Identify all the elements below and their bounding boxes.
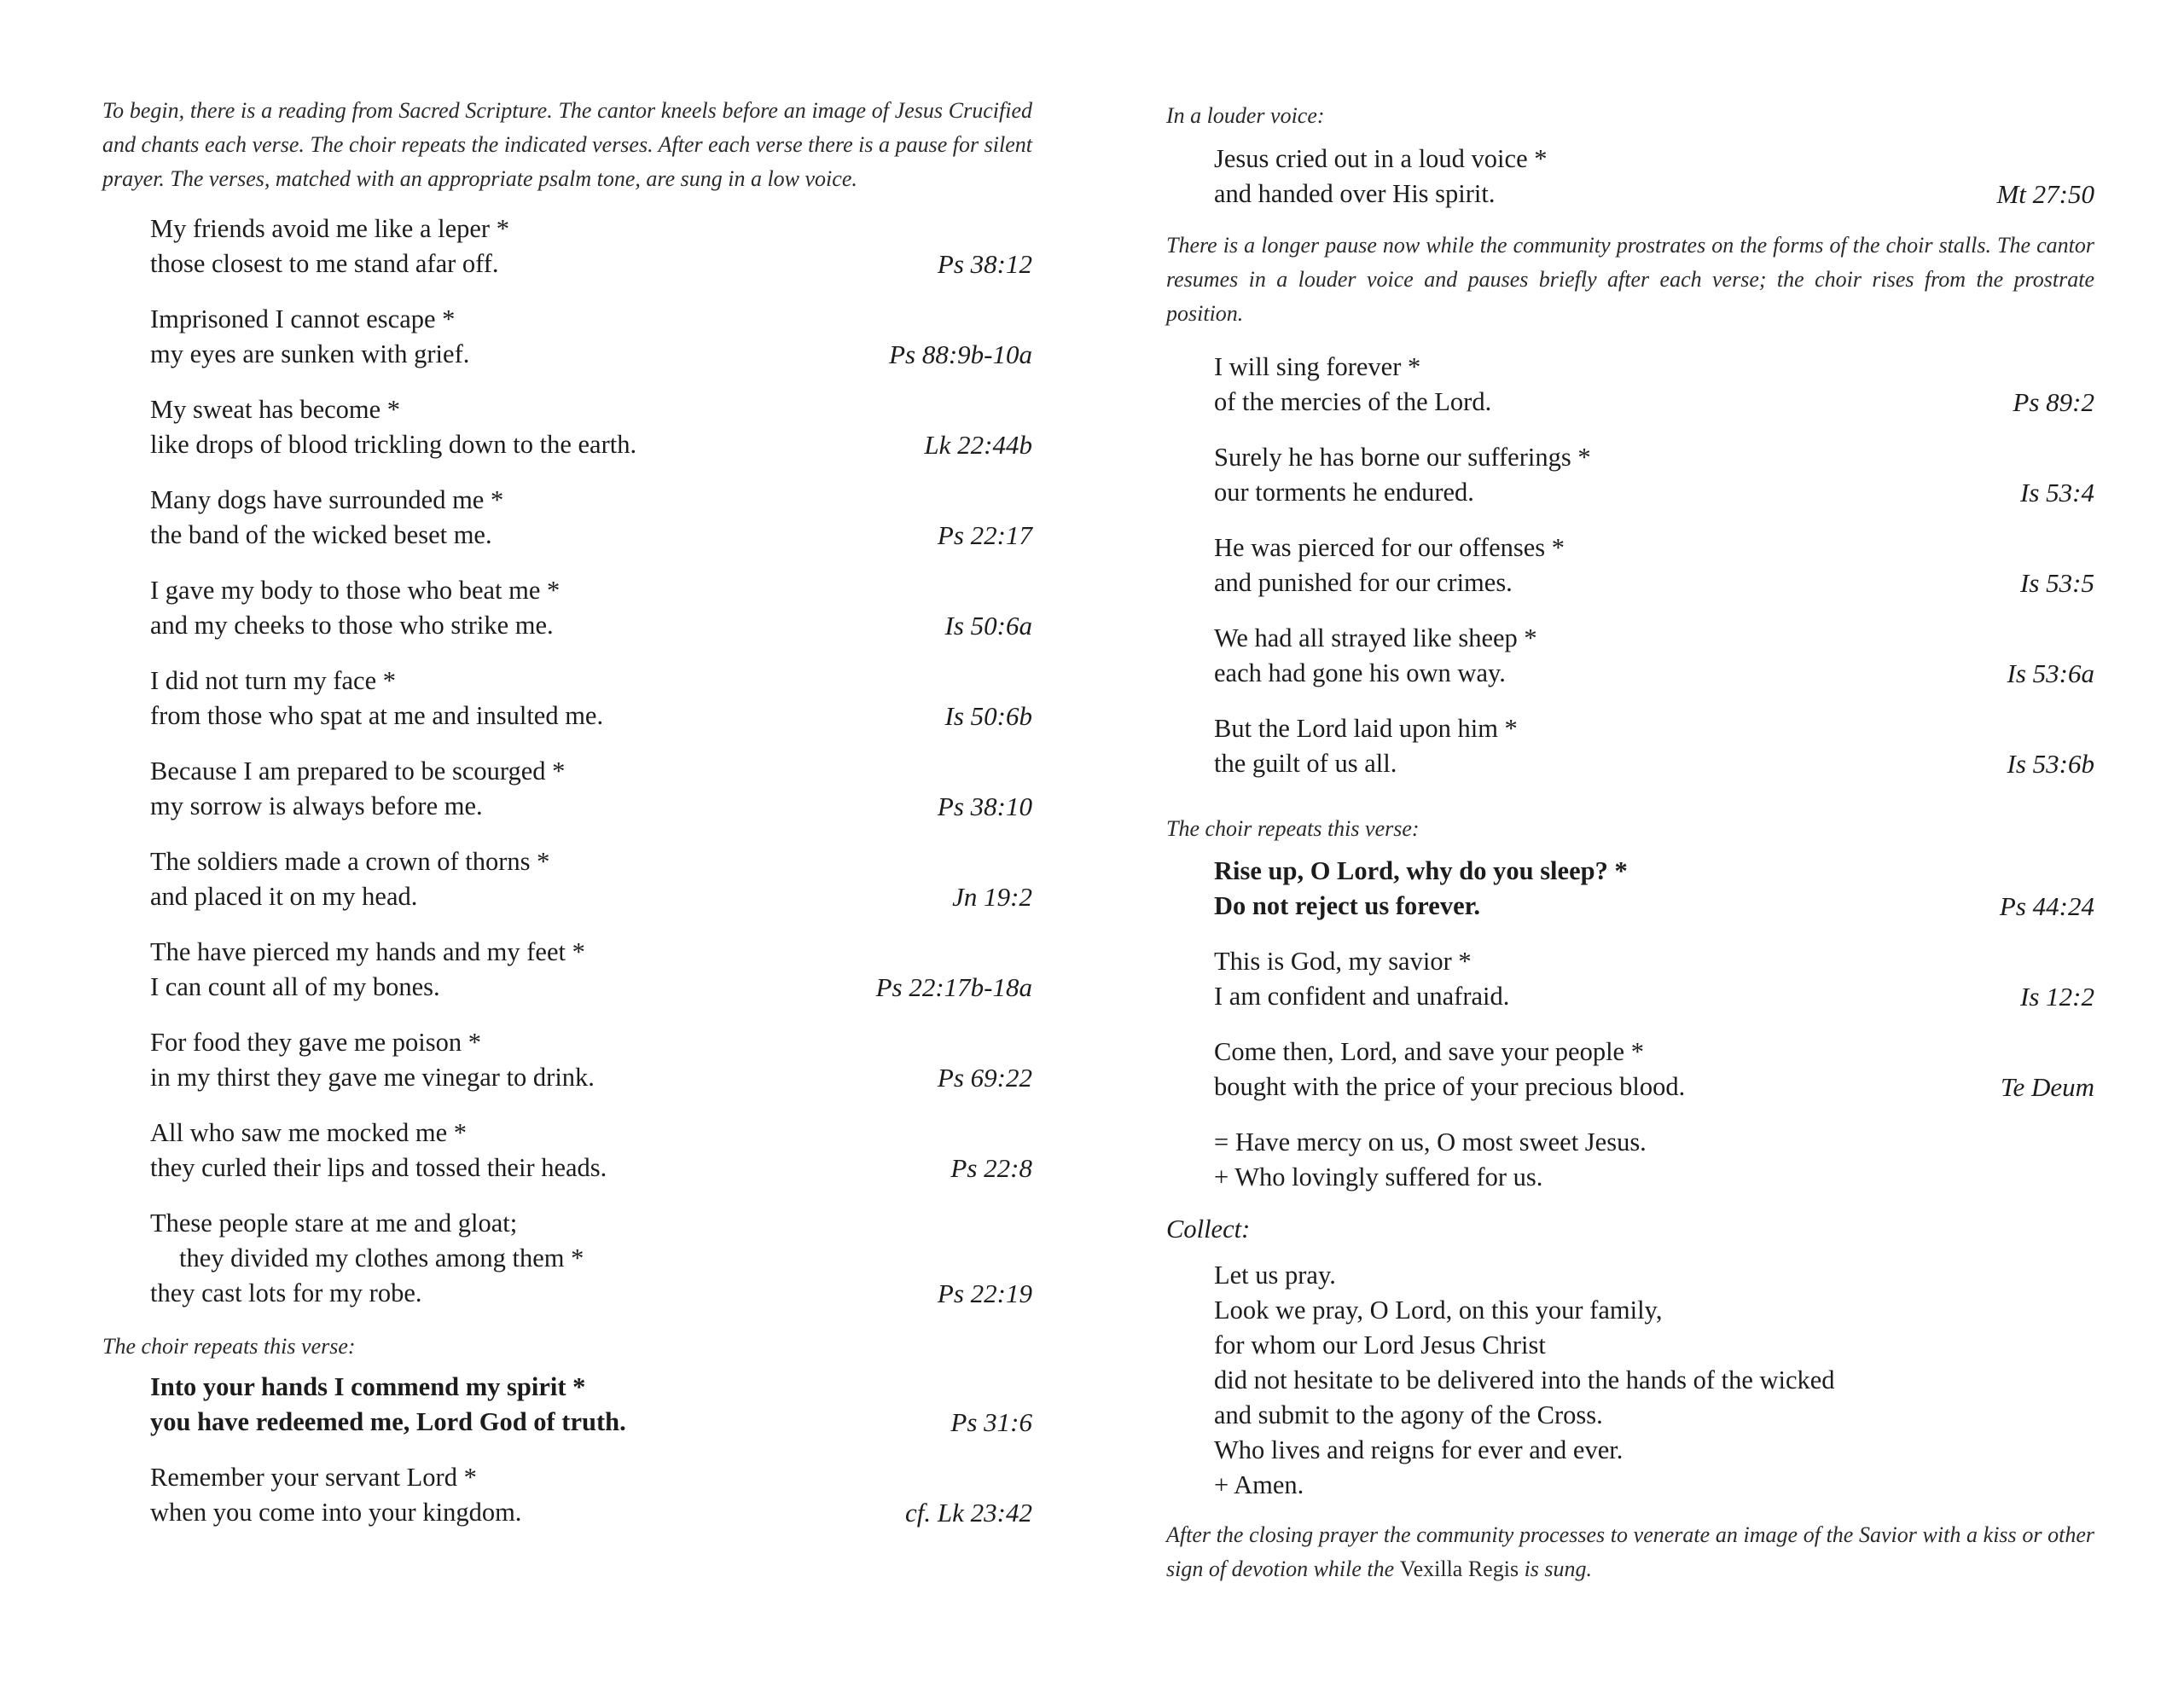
verse-line: I will sing forever * (1214, 352, 1421, 381)
verse-line: each had gone his own way. (1214, 658, 1506, 687)
verse-line: bought with the price of your precious blood. (1214, 1072, 1686, 1101)
verse (1214, 711, 2094, 781)
verse (1214, 1035, 2094, 1104)
closing-rubric-end: is sung. (1519, 1557, 1593, 1581)
verse-line: from those who spat at me and insulted me. (150, 701, 604, 730)
verse-line: when you come into your kingdom. (150, 1498, 522, 1527)
verse-line: I can count all of my bones. (150, 972, 440, 1001)
verse (150, 302, 1032, 372)
pause-rubric: There is a longer pause now while the community prostrates on the forms of the choir stalls. The cantor resumes in a louder voice and pauses briefly after each verse; the choir rises from the prostrate position. (1166, 233, 2094, 326)
citation: cf. Lk 23:42 (905, 1498, 1032, 1528)
verse-line: my sorrow is always before me. (150, 791, 483, 820)
verse (150, 664, 1032, 733)
verse-line: my eyes are sunken with grief. (150, 339, 470, 368)
verse-line: like drops of blood trickling down to the earth. (150, 430, 637, 459)
verse-line: But the Lord laid upon him * (1214, 714, 1518, 743)
verse (150, 483, 1032, 553)
verse (150, 1460, 1032, 1530)
citation: Jn 19:2 (952, 882, 1032, 912)
prayer-line: and submit to the agony of the Cross. (1214, 1400, 1603, 1429)
verse-line: The soldiers made a crown of thorns * (150, 847, 550, 876)
verse-line: These people stare at me and gloat; (150, 1209, 518, 1238)
verse (150, 844, 1032, 914)
choir-rubric: The choir repeats this verse: (1166, 816, 1420, 841)
citation: Is 50:6a (944, 611, 1032, 641)
verse-line: For food they gave me poison * (150, 1028, 481, 1057)
verse-line: and punished for our crimes. (1214, 568, 1513, 597)
verse-line: The have pierced my hands and my feet * (150, 937, 585, 966)
verse-line: Come then, Lord, and save your people * (1214, 1037, 1644, 1066)
louder-rubric: In a louder voice: (1166, 103, 1325, 128)
closing-rubric-text: After the closing prayer the community processes to venerate an image of the Savior with a kiss or other sign of devotion while the (1166, 1522, 2094, 1581)
citation: Ps 44:24 (1999, 891, 2094, 921)
prayer-line: Who lives and reigns for ever and ever. (1214, 1435, 1623, 1464)
verse-line: they curled their lips and tossed their heads. (150, 1153, 607, 1182)
citation: Ps 22:17b-18a (875, 972, 1032, 1002)
verse-three-line (150, 1206, 1032, 1311)
citation: Is 53:5 (2020, 568, 2094, 598)
verse (150, 1025, 1032, 1095)
verse-line: Many dogs have surrounded me * (150, 485, 504, 514)
citation: Mt 27:50 (1996, 179, 2094, 209)
verse-line: I gave my body to those who beat me * (150, 576, 561, 605)
verse-line: they cast lots for my robe. (150, 1278, 422, 1307)
verse (1214, 142, 2094, 212)
citation: Is 53:4 (2020, 478, 2094, 507)
citation: Is 12:2 (2020, 982, 2094, 1012)
citation: Ps 31:6 (950, 1407, 1032, 1437)
verse (150, 212, 1032, 281)
prayer-line: + Amen. (1214, 1470, 1304, 1499)
verse (1214, 944, 2094, 1014)
verse (150, 392, 1032, 462)
versicle-responses (1214, 1125, 1647, 1195)
choir-verse (1214, 854, 2094, 924)
verse-line: our torments he endured. (1214, 478, 1474, 507)
prayer-line: for whom our Lord Jesus Christ (1214, 1330, 1546, 1359)
verse (150, 573, 1032, 643)
citation: Is 53:6b (2007, 749, 2094, 779)
verse (150, 1116, 1032, 1186)
verse (1214, 350, 2094, 420)
citation: Ps 22:8 (950, 1153, 1032, 1183)
citation: Ps 69:22 (937, 1063, 1032, 1093)
verse-line: Because I am prepared to be scourged * (150, 757, 566, 786)
collect-prayer (1214, 1258, 1835, 1503)
verse-line: Surely he has borne our sufferings * (1214, 443, 1591, 472)
verse-line: and my cheeks to those who strike me. (150, 611, 554, 640)
verse-line: Jesus cried out in a loud voice * (1214, 144, 1548, 173)
citation: Ps 38:10 (937, 791, 1032, 821)
verse-line: Rise up, O Lord, why do you sleep? * (1214, 856, 1628, 885)
citation: Lk 22:44b (924, 430, 1032, 460)
verse (150, 935, 1032, 1005)
verse-line: Imprisoned I cannot escape * (150, 304, 456, 333)
response: + Who lovingly suffered for us. (1214, 1162, 1543, 1191)
verse-line: He was pierced for our offenses * (1214, 533, 1565, 562)
choir-verse (150, 1370, 1032, 1440)
citation: Ps 38:12 (937, 249, 1032, 279)
verse-line: the guilt of us all. (1214, 749, 1397, 778)
prayer-line: Let us pray. (1214, 1261, 1336, 1290)
verse (1214, 621, 2094, 691)
verse-line: and handed over His spirit. (1214, 179, 1496, 208)
verse-line: Into your hands I commend my spirit * (150, 1372, 586, 1401)
citation: Te Deum (2001, 1072, 2094, 1102)
verse-line: those closest to me stand afar off. (150, 249, 499, 278)
verse-line: I did not turn my face * (150, 666, 396, 695)
verse-line: they divided my clothes among them * (179, 1244, 584, 1272)
verse-line: My sweat has become * (150, 395, 401, 424)
verse-line: Remember your servant Lord * (150, 1463, 477, 1492)
prayer-line: did not hesitate to be delivered into the hands of the wicked (1214, 1365, 1835, 1394)
verse-line: All who saw me mocked me * (150, 1118, 468, 1147)
collect-title: Collect: (1166, 1215, 1251, 1244)
citation: Ps 22:19 (937, 1278, 1032, 1308)
closing-rubric (1166, 1518, 2094, 1586)
verse-line: of the mercies of the Lord. (1214, 387, 1492, 416)
verse-line: Do not reject us forever. (1214, 891, 1480, 920)
citation: Ps 22:17 (937, 520, 1032, 550)
verse-line: in my thirst they gave me vinegar to drink. (150, 1063, 595, 1092)
verse-line: This is God, my savior * (1214, 947, 1472, 976)
verse-line: you have redeemed me, Lord God of truth. (150, 1407, 626, 1436)
hymn-title: Vexilla Regis (1399, 1557, 1519, 1581)
citation: Is 53:6a (2007, 658, 2094, 688)
verse-line: I am confident and unafraid. (1214, 982, 1510, 1011)
citation: Ps 88:9b-10a (889, 339, 1032, 369)
verse-line: and placed it on my head. (150, 882, 418, 911)
choir-rubric: The choir repeats this verse: (102, 1334, 356, 1359)
verse-line: My friends avoid me like a leper * (150, 214, 509, 243)
verse (1214, 440, 2094, 510)
verse (150, 754, 1032, 824)
versicle: = Have mercy on us, O most sweet Jesus. (1214, 1128, 1647, 1157)
citation: Ps 89:2 (2013, 387, 2094, 417)
intro-rubric: To begin, there is a reading from Sacred Scripture. The cantor kneels before an image of Jesus Crucified and chants each verse. The choir repeats the indicated verses. After each verse there is a pause for silent prayer. The verses, matched with an appropriate psalm tone, are sung in a low voice. (102, 98, 1032, 191)
citation: Is 50:6b (944, 701, 1032, 731)
prayer-line: Look we pray, O Lord, on this your family, (1214, 1296, 1663, 1325)
verse-line: We had all strayed like sheep * (1214, 623, 1537, 652)
verse (1214, 530, 2094, 600)
verse-line: the band of the wicked beset me. (150, 520, 492, 549)
